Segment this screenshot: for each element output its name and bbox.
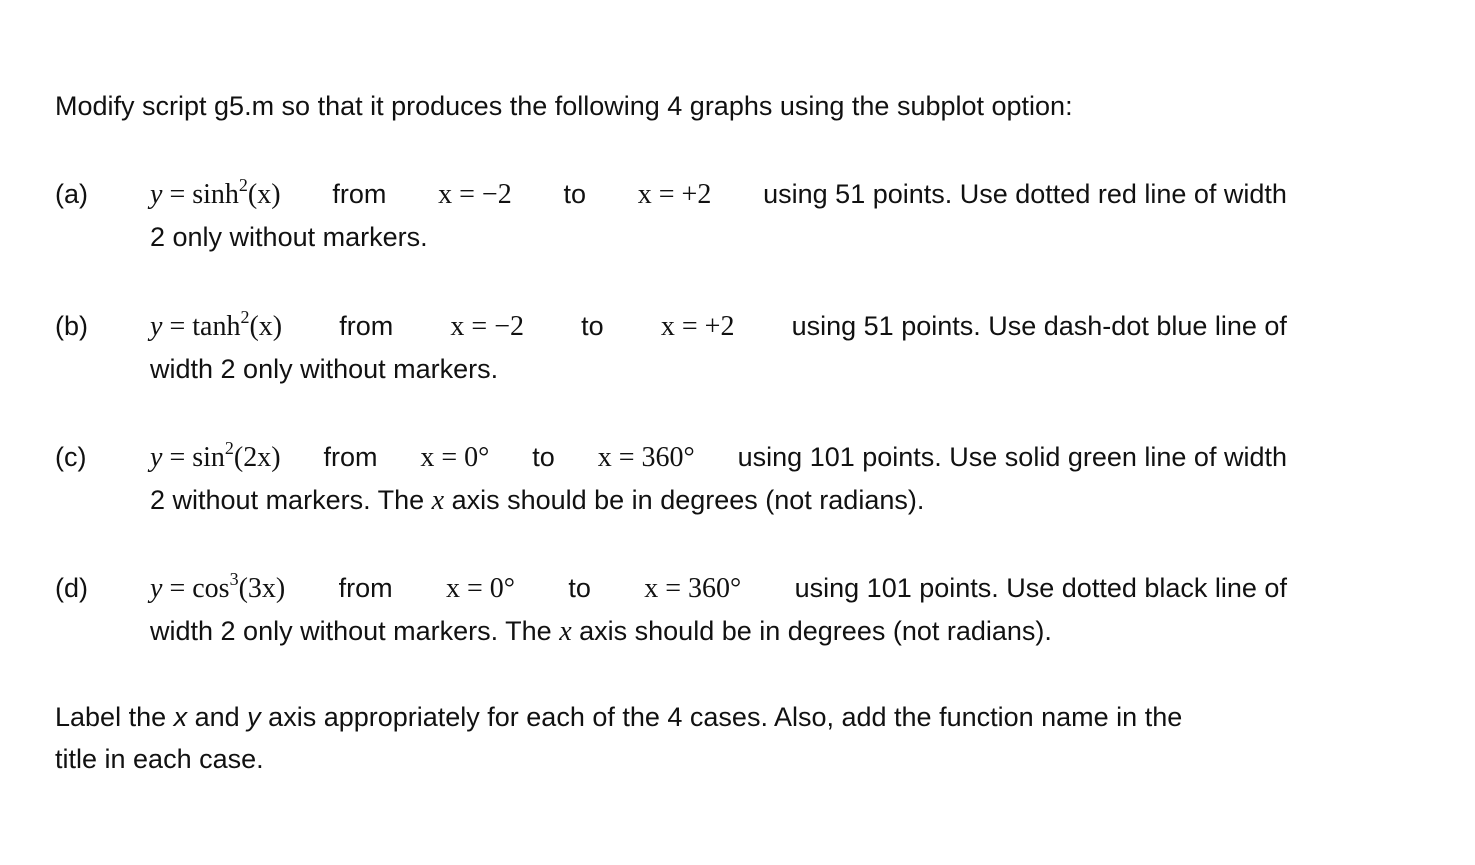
item-body bbox=[150, 436, 1287, 522]
to-expression: x = 360° bbox=[644, 573, 742, 604]
from-expression: x = −2 bbox=[450, 311, 525, 342]
to-word: to bbox=[532, 442, 555, 472]
item-line-2: width 2 only without markers. The x axis should be in degrees (not radians). bbox=[150, 616, 1052, 647]
item-label: (d) bbox=[55, 573, 88, 603]
from-expression: x = 0° bbox=[420, 442, 490, 473]
item-line-2: width 2 only without markers. bbox=[150, 354, 499, 384]
from-word: from bbox=[339, 311, 394, 341]
from-word: from bbox=[332, 179, 387, 209]
to-expression: x = +2 bbox=[660, 311, 735, 342]
to-expression: x = +2 bbox=[637, 179, 712, 210]
from-expression: x = 0° bbox=[445, 573, 515, 604]
item-label: (c) bbox=[55, 442, 87, 472]
item-body bbox=[150, 567, 1287, 653]
item-line-2: 2 only without markers. bbox=[150, 222, 428, 252]
from-word: from bbox=[338, 573, 393, 603]
item-instruction: using 51 points. Use dash-dot blue line of bbox=[791, 311, 1287, 341]
equation: $y = \tanh^2(x)$ bbox=[150, 307, 283, 342]
item-instruction: using 101 points. Use solid green line of width bbox=[737, 442, 1287, 472]
closing-paragraph bbox=[55, 696, 1287, 780]
item-line-1 bbox=[150, 436, 1287, 479]
to-word: to bbox=[581, 311, 604, 341]
item-instruction: using 101 points. Use dotted black line of bbox=[794, 573, 1287, 603]
closing-line-2: title in each case. bbox=[55, 744, 264, 774]
item-body bbox=[150, 173, 1287, 258]
item-label: (b) bbox=[55, 311, 88, 341]
closing-line-1: Label the x and y axis appropriately for each of the 4 cases. Also, add the function name in the bbox=[55, 702, 1183, 732]
item-line-1 bbox=[150, 305, 1287, 348]
item-label: (a) bbox=[55, 179, 88, 209]
to-word: to bbox=[568, 573, 591, 603]
equation: $y = \cos^3(3x)$ bbox=[150, 569, 286, 604]
intro-paragraph: Modify script g5.m so that it produces the following 4 graphs using the subplot option: bbox=[55, 91, 1073, 121]
item-body bbox=[150, 305, 1287, 390]
from-word: from bbox=[323, 442, 378, 472]
from-expression: x = −2 bbox=[438, 179, 512, 210]
item-instruction: using 51 points. Use dotted red line of width bbox=[763, 179, 1287, 209]
equation: $y = \sin^2(2x)$ bbox=[150, 438, 281, 473]
item-line-2: 2 without markers. The x axis should be in degrees (not radians). bbox=[150, 485, 925, 516]
item-line-1 bbox=[150, 567, 1287, 610]
to-expression: x = 360° bbox=[597, 442, 695, 473]
item-line-1 bbox=[150, 173, 1287, 216]
to-word: to bbox=[563, 179, 586, 209]
equation: $y = \sinh^2(x)$ bbox=[150, 175, 281, 210]
